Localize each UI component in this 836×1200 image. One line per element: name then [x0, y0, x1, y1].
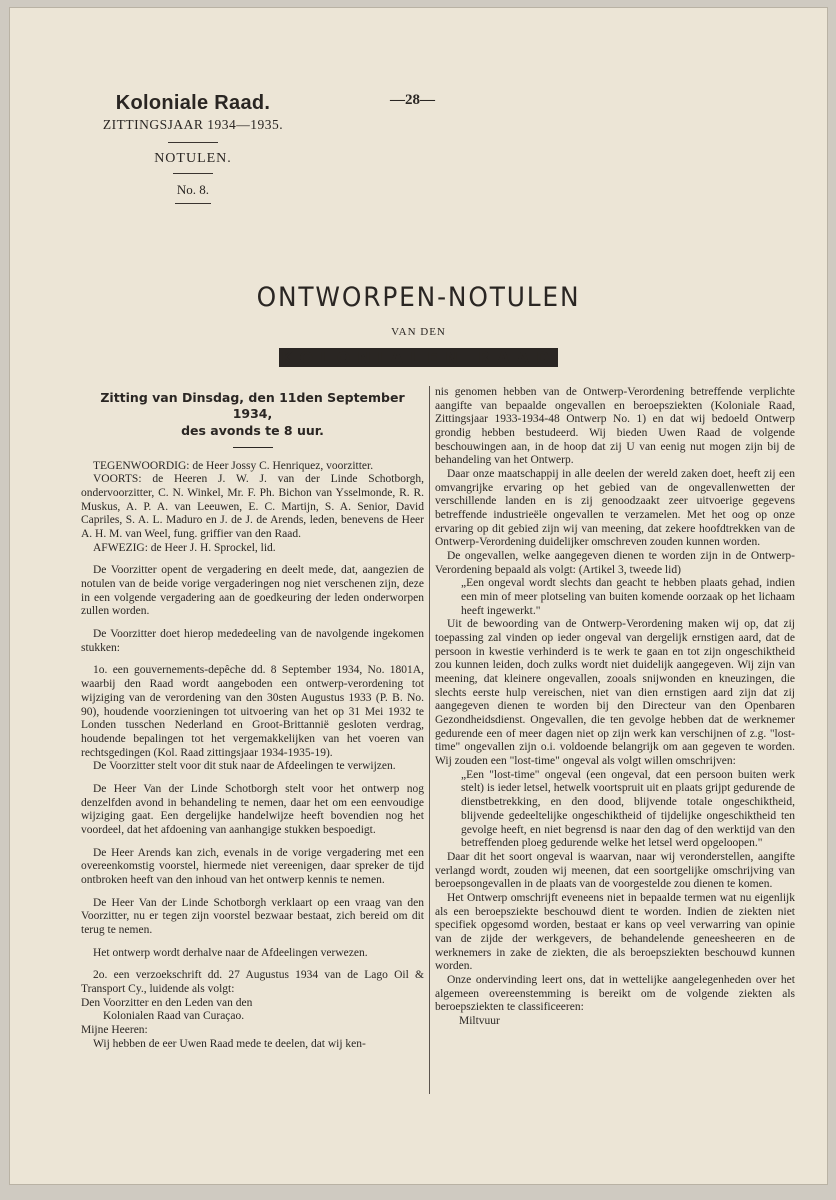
- paragraph: De Heer Van der Linde Schotborgh stelt voor het ontwerp nog denzelfden avond in behandeling te nemen, daar het om een eenvoudige wijziging gaat. Een dergelijke handelwijze heeft bovendien nog het voordeel, dat het afdoening van aanhangige stukken bespoedigt.: [81, 782, 424, 836]
- paragraph: Onze ondervinding leert ons, dat in wettelijke aangelegenheden over het algemeen overeenstemming is bereikt om de volgende ziekten als beroepsziekten te classificeeren:: [435, 973, 795, 1014]
- title-subline: VAN DEN: [391, 326, 446, 338]
- paragraph: De Heer Arends kan zich, evenals in de vorige vergadering met een overeenkomstig voorstel, hiermede niet vereenigen, daar spreker de tijd ontbroken heeft van den inhoud van het ontwerp kennis te nemen.: [81, 846, 424, 886]
- council-name: Koloniale Raad.: [115, 92, 271, 114]
- paragraph: 1o. een gouvernements-depêche dd. 8 September 1934, No. 1801A, waarbij den Raad wordt aangeboden een ontwerp-verordening tot wijziging van de verordening van den 30sten Augustus 1933 (P. B. No. 90), houdende voorzieningen tot uitvoering van het op 31 Mei 1932 te Londen tusschen Nederland en Groot-Brittannië gesloten verdrag, houdende bepalingen tot het vergemakkelijken van het voeren van rechtsgedingen (Kol. Raad zittingsjaar 1934-1935-19).: [81, 664, 424, 759]
- list-item: Miltvuur: [459, 1014, 500, 1027]
- paragraph: Daar onze maatschappij in alle deelen der wereld zaken doet, heeft zij een omvangrijke ervaring op het gebied van de ongevallenwetten der verschillende landen en is zij genoodzaakt zeer uitvoerige gegevens betreffende industrieële ongevallen te verzamelen. Met het oog op onze ervaring op dit gebied zijn wij van meening, dat zekere hoofdtrekken van de Ontwerp-Verordening duidelijker omschreven zouden kunnen worden.: [435, 468, 795, 549]
- divider: [173, 173, 213, 174]
- paragraph: De ongevallen, welke aangegeven dienen te worden zijn in de Ontwerp-Verordening bepaald als volgt: (Artikel 3, tweede lid): [435, 550, 795, 576]
- paragraph: Het Ontwerp omschrijft eveneens niet in bepaalde termen wat nu eigenlijk als een beroepsziekte beschouwd dient te worden. Indien de ziekten niet specifiek opgesomd worden, bestaat er kans op veel verwarring van opinie van de zijde der werkgevers, de behandelende geneesheeren en de werknemers in zake de ziekten, die als beroepsziekten beschouwd kunnen worden.: [435, 891, 795, 973]
- right-column: [435, 386, 795, 1029]
- paragraph: AFWEZIG: de Heer J. H. Sprockel, lid.: [93, 541, 276, 554]
- session-heading-line1: Zitting van Dinsdag, den 11den September 1934,: [100, 390, 405, 422]
- paragraph: TEGENWOORDIG: de Heer Jossy C. Henriquez, voorzitter.: [93, 459, 374, 472]
- column-divider: [429, 386, 430, 1094]
- document-page: [9, 7, 828, 1185]
- council-banner: [10, 348, 827, 367]
- left-column: [81, 386, 424, 1051]
- paragraph: Wij hebben de eer Uwen Raad mede te deelen, dat wij ken-: [93, 1037, 366, 1050]
- paragraph: De Voorzitter stelt voor dit stuk naar de Afdeelingen te verwijzen.: [93, 760, 396, 773]
- session-heading-line2: des avonds te 8 uur.: [181, 422, 324, 438]
- address-line: Kolonialen Raad van Curaçao.: [103, 1010, 245, 1023]
- salutation: Mijne Heeren:: [81, 1023, 148, 1036]
- page-number: —28—: [390, 92, 435, 108]
- paragraph: Uit de bewoording van de Ontwerp-Verordening maken wij op, dat zij toepassing zal vinden op ieder ongeval van dergelijk ernstigen aard, dat de persoon in kwestie verhinderd is te werk te gaan en tot zijn ongeschiktheid zou kunnen leiden, doch zulks wordt niet duidelijk aangegeven. Wij zijn van meening, dat kleinere ongevallen, zooals snijwonden en kneuzingen, die slechts eerste hulp vereischen, niet van dien ernstigen aard zijn dat zij aangegeven dienen te worden bij den Directeur van den Openbaren Gezondheidsdienst. Ongevallen, die ten gevolge hebben dat de werknemer gedurende een of meer dagen niet op zijn werk kan verschijnen of z.g. "lost-time" ongevallen zijn o.i. voldoende belangrijk om aan gegeven te worden. Wij zouden een "lost-time" ongeval als volgt willen omschrijven:: [435, 618, 795, 768]
- divider: [168, 142, 218, 143]
- paragraph: De Heer Van der Linde Schotborgh verklaart op een vraag van den Voorzitter, nu er tegen zijn voorstel bezwaar bestaat, zich bereid om dit terug te nemen.: [81, 896, 424, 936]
- council-banner-text: KOLONIALEN RAAD: [280, 348, 557, 367]
- issue-number: No. 8.: [176, 182, 210, 197]
- paragraph: De Voorzitter doet hierop mededeeling van de navolgende ingekomen stukken:: [81, 628, 424, 654]
- notulen-label: NOTULEN.: [154, 151, 232, 166]
- session-heading: [81, 390, 424, 439]
- paragraph: VOORTS: de Heeren J. W. J. van der Linde Schotborgh, ondervoorzitter, C. N. Winkel, Mr. F. Ph. Bichon van Ysselmonde, R. R. Muskus, A. P. A. van Leeuwen, E. C. Martijn, S. A. Senior, David Capriles, S. A. L. Maduro en J. de J. de Arends, leden, benevens de Heer A. H. M. van Weel, fung. griffier van den Raad.: [81, 473, 424, 541]
- paragraph: De Voorzitter opent de vergadering en deelt mede, dat, aangezien de notulen van de beide vorige vergaderingen nog niet verschenen zijn, deze in een volgende vergadering aan de goedkeuring der leden onderworpen zullen worden.: [81, 564, 424, 618]
- masthead: [82, 92, 304, 204]
- paragraph: 2o. een verzoekschrift dd. 27 Augustus 1934 van de Lago Oil & Transport Cy., luidende als volgt:: [81, 969, 424, 995]
- address-line: Den Voorzitter en den Leden van den: [81, 996, 253, 1009]
- quotation: „Een "lost-time" ongeval (een ongeval, dat een persoon buiten werk stelt) is ieder letsel, hetwelk voortspruit uit en plaats grijpt gedurende de dienstbetrekking, en den dood, blijvende totale ongeschiktheid, blijvende gedeeltelijke ongeschiktheid of tijdelijke ongeschiktheid ten gevolge heeft, en niet begrensd is naar den dag of den werktijd van den betreffenden ploeg gedurende welke het letsel werd opgeloopen.": [461, 768, 795, 850]
- ornament-rule: [233, 447, 273, 448]
- divider: [175, 203, 211, 204]
- paragraph: Daar dit het soort ongeval is waarvan, naar wij veronderstellen, aangifte verlangd wordt, zouden wij meenen, dat een soortgelijke omschrijving van beroepsongevallen in de plaats van de voorgestelde zou dienen te komen.: [435, 850, 795, 891]
- paragraph: Het ontwerp wordt derhalve naar de Afdeelingen verwezen.: [93, 946, 368, 959]
- session-year: ZITTINGSJAAR 1934—1935.: [102, 117, 284, 132]
- paragraph: nis genomen hebben van de Ontwerp-Verordening betreffende verplichte aangifte van bepaalde ongevallen en beroepsziekten (Koloniale Raad, Zittingsjaar 1933-1934-48 Ontwerp No. 1) en dat wij bedoeld Ontwerp grondig hebben bestudeerd. Wij bieden Uwen Raad de volgende beschouwingen aan, in de hoop dat zij U van eenig nut mogen zijn bij de behandeling van het Ontwerp.: [435, 386, 795, 467]
- document-title: ONTWORPEN-NOTULEN: [256, 282, 581, 313]
- quotation: „Een ongeval wordt slechts dan geacht te hebben plaats gehad, indien een min of meer plotseling van buiten komende oorzaak op het lichaam heeft ingewerkt.": [461, 577, 795, 617]
